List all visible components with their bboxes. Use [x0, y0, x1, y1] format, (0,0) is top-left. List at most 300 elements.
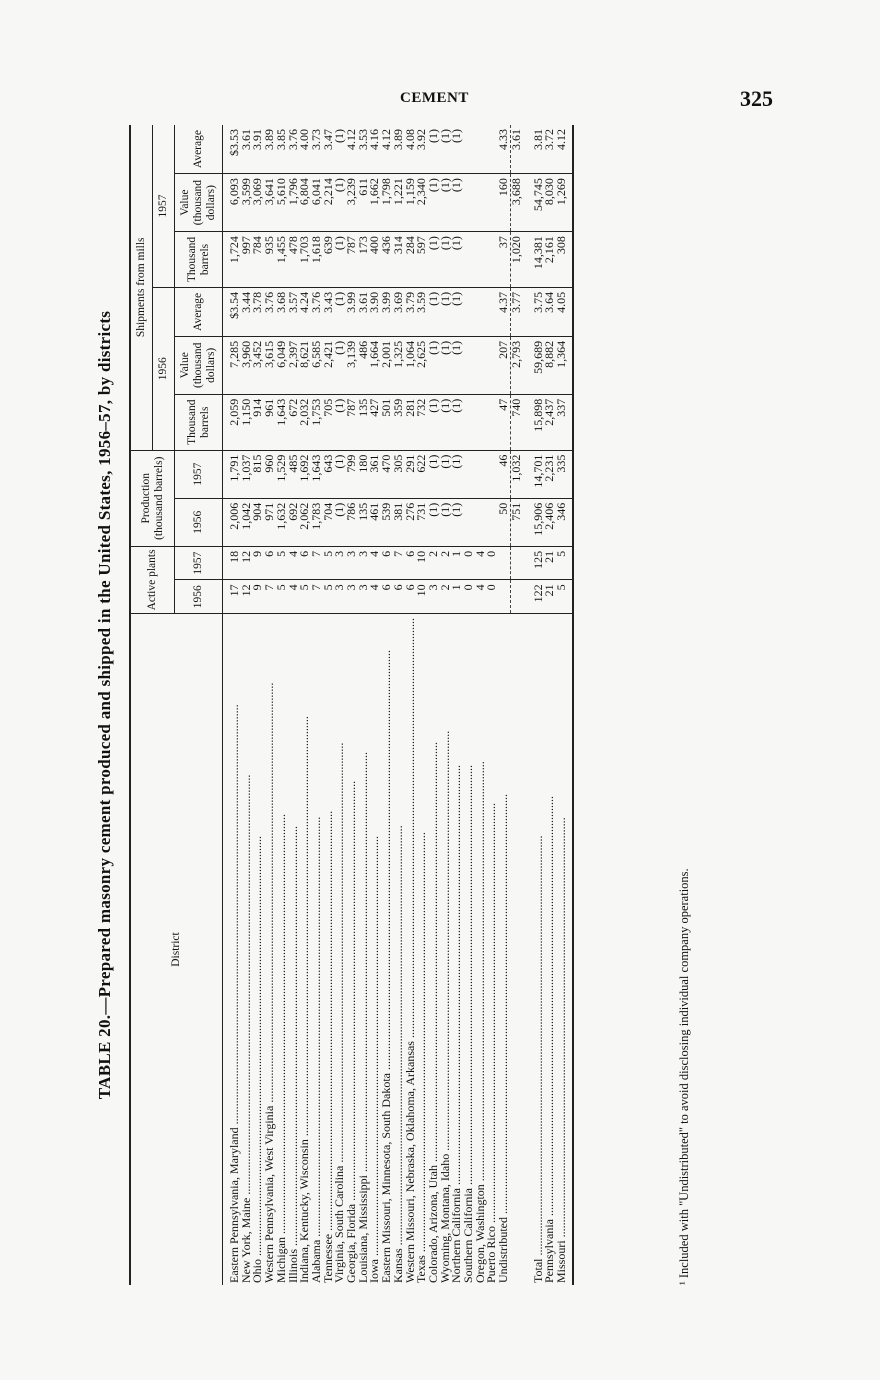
- footnote: ¹ Included with "Undistributed" to avoid disclosing individual company operations.: [677, 868, 691, 1285]
- cell-a57: [463, 125, 475, 174]
- cell-b56: (1): [428, 394, 440, 450]
- data-table: [129, 125, 574, 1285]
- production-1956-header: 1956: [175, 498, 223, 546]
- district-label: Tennessee .....: [321, 811, 335, 1283]
- cell-v57: (1): [451, 174, 463, 232]
- cell-p56: 7: [311, 580, 323, 614]
- cell-b56: 914: [252, 394, 264, 450]
- cell-a56: 3.78: [252, 287, 264, 336]
- cell-b56: 337: [556, 394, 573, 450]
- cell-b56: 787: [346, 394, 358, 450]
- cell-v57: 3,239: [346, 174, 358, 232]
- cell-p57: 2: [440, 546, 452, 580]
- cell-a56: [475, 287, 487, 336]
- cell-a57: 4.12: [346, 125, 358, 174]
- running-head: CEMENT: [400, 90, 469, 106]
- cell-b57: 478: [288, 232, 300, 288]
- cell-p57: 4: [288, 546, 300, 580]
- district-label: Ohio .....: [250, 836, 264, 1283]
- cell-prod56: 1,783: [311, 498, 323, 546]
- district-label: Eastern Pennsylvania, Maryland .....: [227, 704, 241, 1283]
- shipments-1956-header: 1956: [153, 287, 175, 450]
- cell-prod57: 1,791: [223, 450, 241, 498]
- cell-p56: 7: [264, 580, 276, 614]
- cell-b56: 732: [416, 394, 428, 450]
- cell-b57: 997: [241, 232, 253, 288]
- cell-b56: 672: [288, 394, 300, 450]
- cell-a57: 3.72: [544, 125, 556, 174]
- district-label: Western Pennsylvania, West Virginia .....: [262, 683, 276, 1283]
- district-label: Total .....: [531, 836, 545, 1284]
- cell-a57: 3.89: [264, 125, 276, 174]
- cell-p56: 0: [486, 580, 498, 614]
- district-label: Puerto Rico .....: [484, 803, 498, 1283]
- cell-p56: 6: [405, 580, 417, 614]
- cell-p56: 4: [288, 580, 300, 614]
- cell-a56: 3.43: [323, 287, 335, 336]
- cell-b56: 961: [264, 394, 276, 450]
- cell-prod57: (1): [451, 450, 463, 498]
- cell-v56: 3,452: [252, 336, 264, 394]
- cell-v57: 3,688: [510, 174, 522, 232]
- cell-v56: 3,139: [346, 336, 358, 394]
- cell-b57: 597: [416, 232, 428, 288]
- cell-a57: 3.61: [510, 125, 522, 174]
- cell-a56: 3.69: [393, 287, 405, 336]
- cell-v56: 8,882: [544, 336, 556, 394]
- cell-p57: 5: [276, 546, 288, 580]
- cell-prod57: 1,643: [311, 450, 323, 498]
- cell-v57: 1,796: [288, 174, 300, 232]
- cell-p56: 5: [299, 580, 311, 614]
- cell-b56: 2,059: [223, 394, 241, 450]
- cell-p56: 5: [276, 580, 288, 614]
- cell-p56: 9: [252, 580, 264, 614]
- cell-a57: 3.81: [523, 125, 545, 174]
- cell-prod56: 1,632: [276, 498, 288, 546]
- cell-b56: [475, 394, 487, 450]
- cell-b57: [475, 232, 487, 288]
- cell-p56: 3: [346, 580, 358, 614]
- cell-prod56: 692: [288, 498, 300, 546]
- cell-prod56: 971: [264, 498, 276, 546]
- cell-b56: (1): [451, 394, 463, 450]
- cell-prod57: 1,692: [299, 450, 311, 498]
- value-1957-header: Value (thousand dollars): [175, 174, 223, 232]
- cell-prod56: (1): [428, 498, 440, 546]
- cell-a57: $3.53: [223, 125, 241, 174]
- district-cell: [553, 614, 573, 1285]
- cell-p56: [510, 580, 522, 614]
- cell-v56: (1): [440, 336, 452, 394]
- production-1957-header: 1957: [175, 450, 223, 498]
- cell-a56: (1): [440, 287, 452, 336]
- cell-v56: [463, 336, 475, 394]
- cell-prod56: (1): [334, 498, 346, 546]
- cell-prod57: (1): [428, 450, 440, 498]
- cell-a56: 4.24: [299, 287, 311, 336]
- cell-p57: 3: [358, 546, 370, 580]
- cell-v57: 6,041: [311, 174, 323, 232]
- cell-prod56: 904: [252, 498, 264, 546]
- cell-b57: 284: [405, 232, 417, 288]
- cell-prod57: (1): [334, 450, 346, 498]
- cell-prod57: 960: [264, 450, 276, 498]
- value-1956-header: Value (thousand dollars): [175, 336, 223, 394]
- cell-v56: 1,325: [393, 336, 405, 394]
- cell-v57: 8,030: [544, 174, 556, 232]
- cell-v57: 6,804: [299, 174, 311, 232]
- cell-b57: [463, 232, 475, 288]
- cell-v57: 5,610: [276, 174, 288, 232]
- district-label: Iowa .....: [367, 836, 381, 1283]
- cell-a57: 4.12: [556, 125, 573, 174]
- cell-v57: 1,662: [369, 174, 381, 232]
- cell-v56: 2,001: [381, 336, 393, 394]
- cell-a56: 3.57: [288, 287, 300, 336]
- cell-v57: [463, 174, 475, 232]
- cell-prod56: 751: [510, 498, 522, 546]
- cell-a57: (1): [428, 125, 440, 174]
- district-label: Illinois .....: [286, 826, 300, 1283]
- district-label: Alabama .....: [309, 817, 323, 1283]
- district-label: Undistributed .....: [496, 794, 510, 1283]
- cell-a57: 4.16: [369, 125, 381, 174]
- cell-prod56: (1): [451, 498, 463, 546]
- cell-prod57: 14,701: [523, 450, 545, 498]
- cell-v57: 2,214: [323, 174, 335, 232]
- shipments-1957-header: 1957: [153, 125, 175, 287]
- cell-v57: 2,340: [416, 174, 428, 232]
- cell-prod56: 786: [346, 498, 358, 546]
- cell-v56: 2,793: [510, 336, 522, 394]
- cell-p57: 125: [523, 546, 545, 580]
- cell-b56: 740: [510, 394, 522, 450]
- cell-prod56: 276: [405, 498, 417, 546]
- cell-p56: 6: [381, 580, 393, 614]
- cell-prod57: 335: [556, 450, 573, 498]
- cell-b56: [463, 394, 475, 450]
- cell-p56: 122: [523, 580, 545, 614]
- district-header: District: [130, 614, 223, 1285]
- district-label: Pennsylvania .....: [542, 796, 556, 1283]
- cell-b57: 1,455: [276, 232, 288, 288]
- cell-a56: 3.76: [311, 287, 323, 336]
- cell-b56: 135: [358, 394, 370, 450]
- cell-b57: (1): [334, 232, 346, 288]
- district-label: Southern California .....: [461, 765, 475, 1283]
- cell-v57: (1): [334, 174, 346, 232]
- cell-a56: 3.90: [369, 287, 381, 336]
- cell-a57: 3.73: [311, 125, 323, 174]
- cell-a57: 3.76: [288, 125, 300, 174]
- cell-prod56: 461: [369, 498, 381, 546]
- cell-v57: [475, 174, 487, 232]
- cell-a56: 3.59: [416, 287, 428, 336]
- cell-b57: 400: [369, 232, 381, 288]
- district-cell: [523, 614, 545, 1285]
- cell-b57: 1,724: [223, 232, 241, 288]
- cell-a56: 3.68: [276, 287, 288, 336]
- cell-a57: (1): [440, 125, 452, 174]
- cell-a57: [475, 125, 487, 174]
- cell-prod57: 46: [498, 450, 510, 498]
- cell-p57: 4: [369, 546, 381, 580]
- cell-b56: 705: [323, 394, 335, 450]
- cell-v57: 160: [498, 174, 510, 232]
- cell-v56: 486: [358, 336, 370, 394]
- cell-a57: 3.89: [393, 125, 405, 174]
- cell-p57: [498, 546, 510, 580]
- cell-a56: 4.37: [498, 287, 510, 336]
- cell-b56: 427: [369, 394, 381, 450]
- average-1957-header: Average: [175, 125, 223, 174]
- cell-p56: 0: [463, 580, 475, 614]
- cell-p57: 3: [346, 546, 358, 580]
- cell-a57: 3.85: [276, 125, 288, 174]
- cell-b57: (1): [428, 232, 440, 288]
- cell-b57: 787: [346, 232, 358, 288]
- cell-p57: 12: [241, 546, 253, 580]
- cell-v57: (1): [428, 174, 440, 232]
- cell-b57: 436: [381, 232, 393, 288]
- barrels-1956-header: Thousand barrels: [175, 394, 223, 450]
- district-label: Missouri .....: [554, 817, 568, 1283]
- cell-a57: 3.53: [358, 125, 370, 174]
- undistributed-total-row: [510, 125, 522, 1285]
- cell-prod57: 1,529: [276, 450, 288, 498]
- cell-b57: 1,020: [510, 232, 522, 288]
- cell-v57: 54,745: [523, 174, 545, 232]
- cell-v57: 1,798: [381, 174, 393, 232]
- cell-p56: [498, 580, 510, 614]
- cell-p57: 6: [381, 546, 393, 580]
- cell-b56: 1,643: [276, 394, 288, 450]
- cell-a56: 4.05: [556, 287, 573, 336]
- cell-v56: (1): [451, 336, 463, 394]
- cell-v57: 3,599: [241, 174, 253, 232]
- cell-a57: 3.91: [252, 125, 264, 174]
- cell-p56: 17: [223, 580, 241, 614]
- cell-a56: 3.44: [241, 287, 253, 336]
- cell-v57: 6,093: [223, 174, 241, 232]
- cell-a56: 3.99: [381, 287, 393, 336]
- cell-b57: 37: [498, 232, 510, 288]
- shipments-header: Shipments from mills: [130, 125, 153, 450]
- cell-prod57: 485: [288, 450, 300, 498]
- cell-p56: 3: [334, 580, 346, 614]
- cell-p57: 10: [416, 546, 428, 580]
- district-label: Indiana, Kentucky, Wisconsin .....: [297, 716, 311, 1283]
- cell-a56: 3.77: [510, 287, 522, 336]
- cell-p57: 5: [556, 546, 573, 580]
- cell-a57: 4.33: [498, 125, 510, 174]
- barrels-1957-header: Thousand barrels: [175, 232, 223, 288]
- cell-prod56: 2,406: [544, 498, 556, 546]
- cell-v56: 2,625: [416, 336, 428, 394]
- cell-b57: 308: [556, 232, 573, 288]
- cell-a57: 3.61: [241, 125, 253, 174]
- cell-prod56: [463, 498, 475, 546]
- cell-b56: (1): [440, 394, 452, 450]
- cell-p57: 7: [311, 546, 323, 580]
- cell-p56: 3: [358, 580, 370, 614]
- district-label: Virginia, South Carolina .....: [332, 743, 346, 1283]
- cell-p56: 5: [556, 580, 573, 614]
- district-label: Colorado, Arizona, Utah .....: [426, 742, 440, 1283]
- district-label: Michigan .....: [274, 814, 288, 1283]
- cell-prod57: 815: [252, 450, 264, 498]
- cell-a57: 3.92: [416, 125, 428, 174]
- cell-b56: 1,753: [311, 394, 323, 450]
- cell-v57: (1): [440, 174, 452, 232]
- cell-b56: 2,437: [544, 394, 556, 450]
- cell-prod57: [463, 450, 475, 498]
- cell-prod56: (1): [440, 498, 452, 546]
- cell-v56: 6,049: [276, 336, 288, 394]
- cell-b57: 1,703: [299, 232, 311, 288]
- cell-v57: 611: [358, 174, 370, 232]
- cell-p57: 0: [463, 546, 475, 580]
- cell-v56: 6,585: [311, 336, 323, 394]
- district-label: Wyoming, Montana, Idaho .....: [438, 731, 452, 1283]
- cell-prod57: 2,231: [544, 450, 556, 498]
- cell-p57: 1: [451, 546, 463, 580]
- cell-b56: 1,150: [241, 394, 253, 450]
- cell-a57: 4.00: [299, 125, 311, 174]
- cell-p57: [510, 546, 522, 580]
- cell-prod56: 539: [381, 498, 393, 546]
- cell-prod57: 305: [393, 450, 405, 498]
- cell-v57: 3,069: [252, 174, 264, 232]
- table-caption: TABLE 20.—Prepared masonry cement produced and shipped in the United States, 1956–57, by districts: [95, 310, 114, 1100]
- cell-a56: $3.54: [223, 287, 241, 336]
- cell-a56: (1): [428, 287, 440, 336]
- cell-p56: 21: [544, 580, 556, 614]
- cell-prod57: 470: [381, 450, 393, 498]
- cell-prod57: 361: [369, 450, 381, 498]
- cell-v56: [475, 336, 487, 394]
- district-label: Kansas .....: [391, 825, 405, 1283]
- cell-a57: (1): [334, 125, 346, 174]
- active-plants-header: Active plants: [130, 546, 175, 613]
- plants-1957-header: 1957: [175, 546, 223, 580]
- cell-p57: 2: [428, 546, 440, 580]
- cell-b56: 501: [381, 394, 393, 450]
- cell-p56: 3: [428, 580, 440, 614]
- cell-v56: 2,397: [288, 336, 300, 394]
- cell-v56: 207: [498, 336, 510, 394]
- plants-1956-header: 1956: [175, 580, 223, 614]
- table-body: [223, 125, 573, 1285]
- cell-v56: (1): [334, 336, 346, 394]
- cell-prod56: 1,042: [241, 498, 253, 546]
- district-label: Oregon, Washington .....: [473, 761, 487, 1283]
- cell-b57: (1): [440, 232, 452, 288]
- cell-prod57: 180: [358, 450, 370, 498]
- cell-p57: 5: [323, 546, 335, 580]
- cell-a56: (1): [451, 287, 463, 336]
- cell-b57: 639: [323, 232, 335, 288]
- cell-v56: 1,364: [556, 336, 573, 394]
- cell-prod56: 15,906: [523, 498, 545, 546]
- cell-v56: (1): [428, 336, 440, 394]
- cell-p57: 9: [252, 546, 264, 580]
- cell-b56: 15,898: [523, 394, 545, 450]
- cell-prod57: 291: [405, 450, 417, 498]
- cell-v56: 7,285: [223, 336, 241, 394]
- cell-a57: 4.08: [405, 125, 417, 174]
- cell-v56: 8,621: [299, 336, 311, 394]
- cell-p57: 7: [393, 546, 405, 580]
- total-row: [523, 125, 545, 1285]
- district-label: Western Missouri, Nebraska, Oklahoma, Arkansas .....: [403, 618, 417, 1283]
- cell-prod57: [475, 450, 487, 498]
- average-1956-header: Average: [175, 287, 223, 336]
- cell-p57: 4: [475, 546, 487, 580]
- cell-v56: 1,064: [405, 336, 417, 394]
- cell-b57: (1): [451, 232, 463, 288]
- cell-a56: [463, 287, 475, 336]
- cell-a57: (1): [451, 125, 463, 174]
- cell-v56: 1,664: [369, 336, 381, 394]
- cell-v57: 1,159: [405, 174, 417, 232]
- district-label: Georgia, Florida .....: [344, 781, 358, 1283]
- cell-v56: 59,689: [523, 336, 545, 394]
- cell-v57: 3,641: [264, 174, 276, 232]
- cell-prod56: 2,062: [299, 498, 311, 546]
- cell-b56: 2,032: [299, 394, 311, 450]
- cell-v56: 3,960: [241, 336, 253, 394]
- table-row: [556, 125, 573, 1285]
- cell-b56: 47: [498, 394, 510, 450]
- cell-prod56: 50: [498, 498, 510, 546]
- cell-prod57: 1,032: [510, 450, 522, 498]
- cell-a56: 3.76: [264, 287, 276, 336]
- cell-a56: 3.75: [523, 287, 545, 336]
- cell-b57: 2,161: [544, 232, 556, 288]
- cell-p56: 4: [369, 580, 381, 614]
- cell-b56: 281: [405, 394, 417, 450]
- production-header: Production (thousand barrels): [130, 450, 175, 546]
- district-label: Eastern Missouri, Minnesota, South Dakota .....: [379, 650, 393, 1283]
- cell-p57: 21: [544, 546, 556, 580]
- cell-prod56: 135: [358, 498, 370, 546]
- cell-p57: 6: [264, 546, 276, 580]
- cell-a56: 3.79: [405, 287, 417, 336]
- district-label: New York, Maine .....: [239, 775, 253, 1283]
- cell-p56: 4: [475, 580, 487, 614]
- cell-a56: 3.99: [346, 287, 358, 336]
- cell-prod57: 643: [323, 450, 335, 498]
- cell-p57: 6: [299, 546, 311, 580]
- cell-prod57: 622: [416, 450, 428, 498]
- cell-prod56: 346: [556, 498, 573, 546]
- cell-b56: (1): [334, 394, 346, 450]
- cell-v56: 3,615: [264, 336, 276, 394]
- cell-v57: 1,269: [556, 174, 573, 232]
- district-label: Northern California .....: [449, 765, 463, 1283]
- cell-p57: 18: [223, 546, 241, 580]
- cell-p57: 3: [334, 546, 346, 580]
- cell-prod56: [475, 498, 487, 546]
- cell-b57: 14,381: [523, 232, 545, 288]
- cell-b57: 935: [264, 232, 276, 288]
- cell-p57: 6: [405, 546, 417, 580]
- cell-v56: 2,421: [323, 336, 335, 394]
- page-number: 325: [740, 86, 773, 111]
- district-label: Texas .....: [414, 832, 428, 1283]
